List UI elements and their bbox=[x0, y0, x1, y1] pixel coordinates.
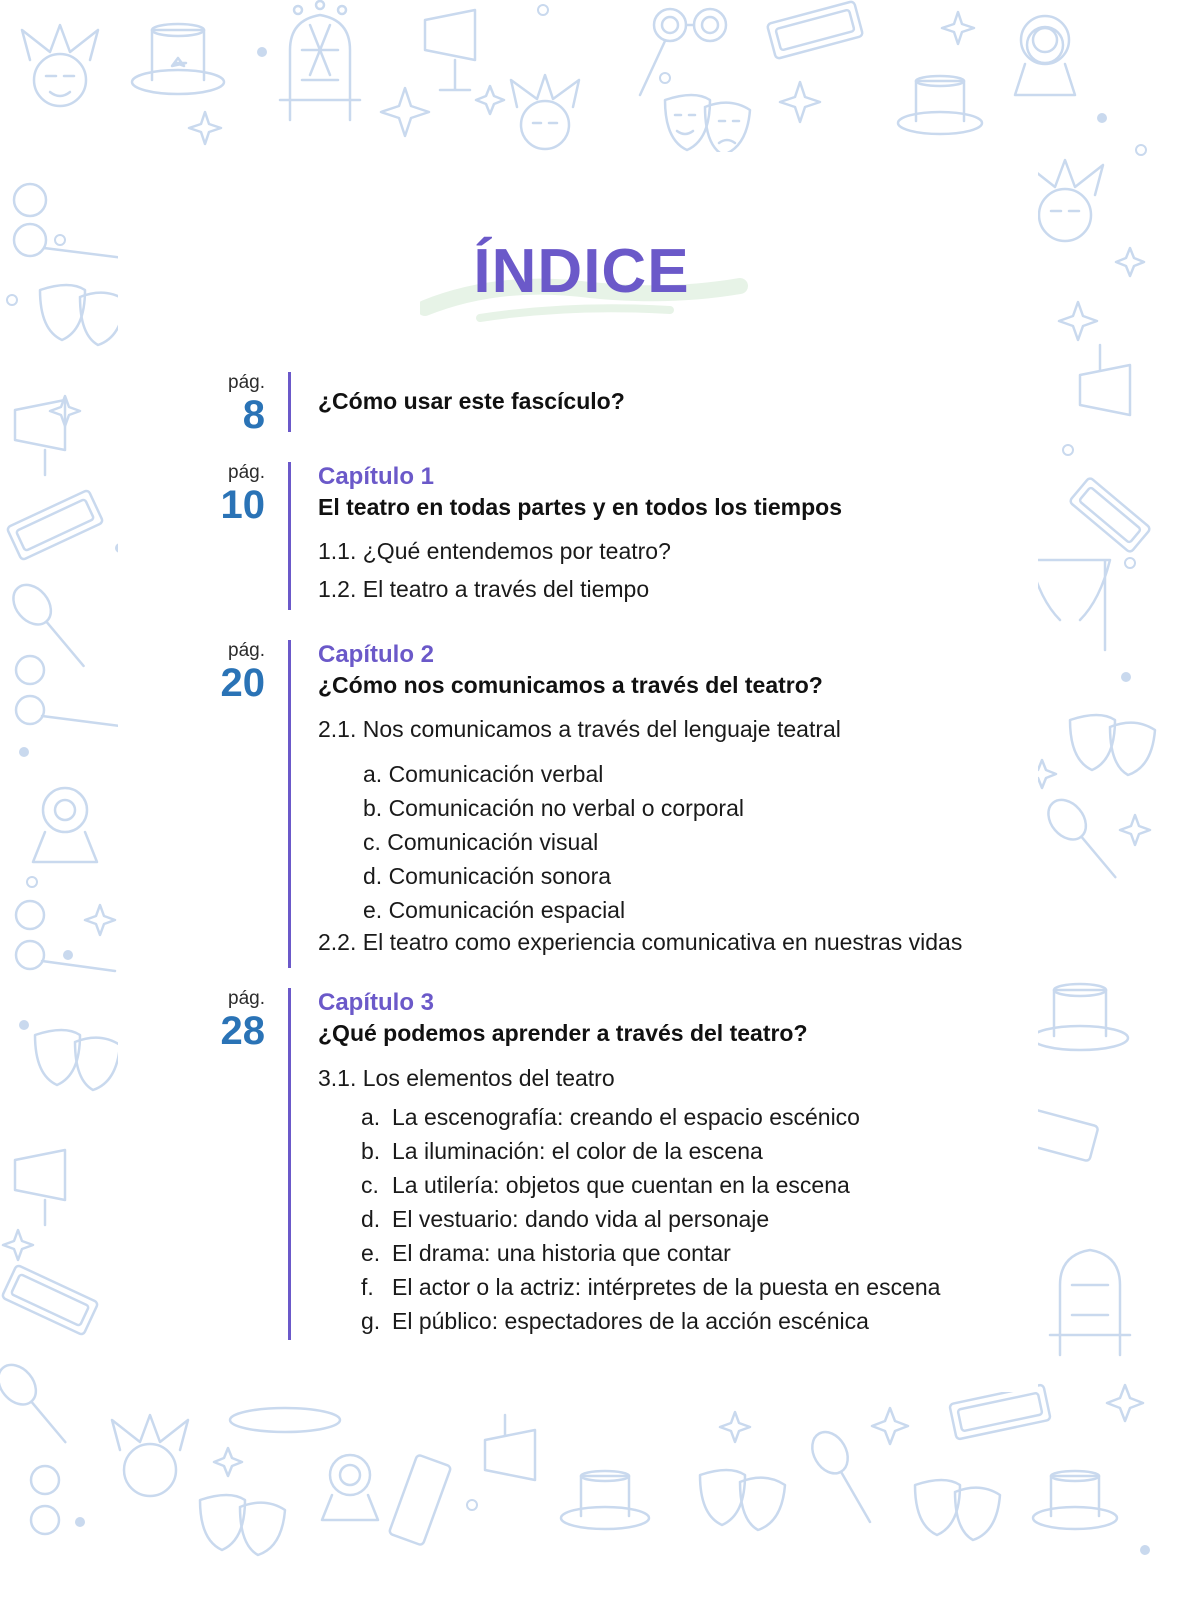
title-container bbox=[0, 236, 1193, 307]
gong-icon bbox=[33, 788, 97, 862]
entry-title: ¿Cómo usar este fascículo? bbox=[318, 388, 625, 414]
chapter-label: Capítulo 3 bbox=[318, 989, 435, 1016]
top-hat-icon bbox=[230, 1408, 340, 1432]
curtain-icon bbox=[1030, 560, 1110, 650]
spotlight-icon bbox=[485, 1415, 535, 1480]
subsection-item: b. Comunicación no verbal o corporal bbox=[363, 795, 744, 821]
subsection-text: La escenografía: creando el espacio escénico bbox=[392, 1104, 860, 1130]
ticket-icon bbox=[7, 490, 104, 561]
jester-icon bbox=[511, 75, 579, 149]
ticket-icon bbox=[767, 1, 863, 59]
opera-glasses-icon bbox=[16, 656, 120, 726]
jester-icon bbox=[112, 1415, 188, 1496]
subsection-item bbox=[318, 1136, 940, 1166]
jester-icon bbox=[22, 25, 98, 106]
ticket-icon bbox=[949, 1384, 1050, 1439]
subsection-letter: f. bbox=[361, 1274, 374, 1300]
page-ref-number: 20 bbox=[220, 661, 265, 705]
entry-content bbox=[318, 386, 625, 416]
spotlight-icon bbox=[15, 1150, 65, 1225]
section-item: 1.2. El teatro a través del tiempo bbox=[318, 576, 650, 602]
page-ref-number: 10 bbox=[220, 483, 265, 527]
theater-masks-icon bbox=[35, 1030, 120, 1090]
opera-glasses-icon bbox=[31, 1466, 59, 1534]
microphone-icon bbox=[805, 1426, 884, 1530]
subsection-item: c. Comunicación visual bbox=[363, 829, 599, 855]
entry-divider bbox=[288, 988, 291, 1340]
chapter-title: El teatro en todas partes y en todos los tiempos bbox=[318, 494, 843, 520]
entry-divider bbox=[288, 462, 291, 610]
spotlight-icon bbox=[1080, 345, 1130, 415]
ticket-icon bbox=[2, 1265, 99, 1336]
subsection-item bbox=[318, 1306, 940, 1336]
theater-masks-icon bbox=[665, 95, 750, 155]
jester-icon bbox=[1027, 160, 1103, 241]
subsection-letter: c. bbox=[361, 1172, 379, 1198]
section-item: 1.1. ¿Qué entendemos por teatro? bbox=[318, 538, 671, 564]
top-hat-icon bbox=[898, 76, 982, 134]
page-ref-label: pág. bbox=[228, 988, 265, 1009]
entry-divider bbox=[288, 372, 291, 432]
subsection-item bbox=[318, 1272, 940, 1302]
chapter-title: ¿Cómo nos comunicamos a través del teatro? bbox=[318, 672, 823, 698]
subsection-text: El público: espectadores de la acción escénica bbox=[392, 1308, 869, 1334]
top-hat-icon bbox=[1033, 1471, 1117, 1529]
throne-icon bbox=[280, 1, 360, 120]
page-ref bbox=[120, 372, 265, 436]
page-ref-number: 28 bbox=[220, 1009, 265, 1053]
page-ref-label: pág. bbox=[228, 640, 265, 661]
subsection-item: d. Comunicación sonora bbox=[363, 863, 612, 889]
page-ref bbox=[120, 462, 265, 526]
subsection-item bbox=[318, 1204, 940, 1234]
entry-content bbox=[318, 462, 842, 604]
subsection-letter: d. bbox=[361, 1206, 381, 1232]
spotlight-icon bbox=[425, 10, 475, 90]
chapter-title: ¿Qué podemos aprender a través del teatro? bbox=[318, 1020, 808, 1046]
section-item: 2.2. El teatro como experiencia comunicativa en nuestras vidas bbox=[318, 929, 963, 955]
top-hat-icon bbox=[1032, 984, 1128, 1050]
subsection-item bbox=[318, 1238, 940, 1268]
subsection-item: a. Comunicación verbal bbox=[363, 761, 604, 787]
top-hat-icon bbox=[561, 1471, 649, 1529]
throne-icon bbox=[1050, 1250, 1130, 1355]
subsection-text: El drama: una historia que contar bbox=[392, 1240, 731, 1266]
gong-icon bbox=[1027, 27, 1063, 63]
chapter-label: Capítulo 2 bbox=[318, 641, 435, 668]
top-hat-icon bbox=[132, 24, 224, 94]
microphone-icon bbox=[1041, 793, 1128, 888]
subsection-text: La iluminación: el color de la escena bbox=[392, 1138, 763, 1164]
page-ref-label: pág. bbox=[228, 462, 265, 483]
entry-content bbox=[318, 988, 940, 1336]
microphone-icon bbox=[0, 1358, 78, 1453]
subsection-item bbox=[318, 1102, 940, 1132]
page-ref bbox=[120, 640, 265, 704]
subsection-item bbox=[318, 1170, 940, 1200]
theater-masks-icon bbox=[1070, 715, 1155, 775]
page-title: ÍNDICE bbox=[473, 237, 690, 306]
ticket-icon bbox=[389, 1454, 452, 1545]
subsection-text: El vestuario: dando vida al personaje bbox=[392, 1206, 770, 1232]
entry-divider bbox=[288, 640, 291, 968]
page-ref-number: 8 bbox=[242, 393, 265, 437]
subsection-letter: g. bbox=[361, 1308, 381, 1334]
opera-glasses-icon bbox=[640, 9, 726, 95]
spotlight-icon bbox=[15, 400, 65, 475]
chapter-label: Capítulo 1 bbox=[318, 463, 435, 490]
ticket-icon bbox=[1069, 477, 1151, 553]
entry-content bbox=[318, 640, 962, 957]
subsection-text: La utilería: objetos que cuentan en la escena bbox=[392, 1172, 850, 1198]
section-item: 3.1. Los elementos del teatro bbox=[318, 1065, 615, 1091]
theater-masks-icon bbox=[200, 1495, 285, 1555]
subsection-letter: a. bbox=[361, 1104, 381, 1130]
section-item: 2.1. Nos comunicamos a través del lenguaje teatral bbox=[318, 716, 841, 742]
subsection-text: El actor o la actriz: intérpretes de la puesta en escena bbox=[392, 1274, 941, 1300]
theater-masks-icon bbox=[915, 1480, 1000, 1540]
page-ref bbox=[120, 988, 265, 1052]
subsection-item: e. Comunicación espacial bbox=[363, 897, 626, 923]
page-ref-label: pág. bbox=[228, 372, 265, 393]
subsection-letter: e. bbox=[361, 1240, 381, 1266]
theater-masks-icon bbox=[700, 1470, 785, 1530]
subsection-letter: b. bbox=[361, 1138, 381, 1164]
gong-icon bbox=[322, 1455, 378, 1520]
